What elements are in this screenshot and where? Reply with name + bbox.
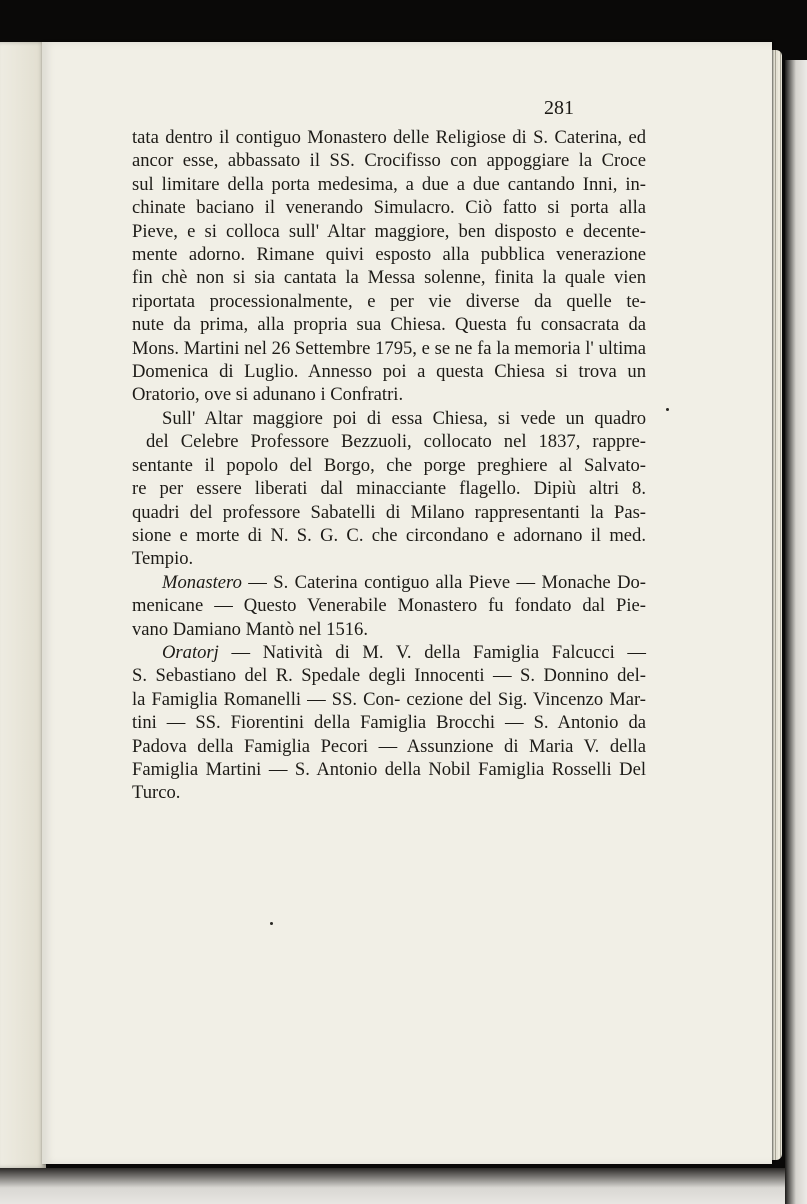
ink-speck [666,408,669,411]
text-run: — Natività di M. V. della Famiglia Falcucci — [231,641,646,663]
text-line: nute da prima, alla propria sua Chiesa. Questa fu consacrata da [132,314,646,336]
text-run: — S. Caterina contiguo alla Pieve — Monache Do- [248,571,646,593]
scanner-bed-bottom [0,1168,807,1204]
text-line: vano Damiano Mantò nel 1516. [132,618,368,640]
ink-speck [270,922,273,925]
text-line: Domenica di Luglio. Annesso poi a questa Chiesa si trova un [132,361,646,383]
text-line: del Celebre Professore Bezzuoli, collocato nel 1837, rappre- [146,431,646,453]
section-heading-oratorj: Oratorj [162,641,219,663]
page-number: 281 [544,97,574,119]
facing-page-edge [0,42,46,1168]
text-line-with-heading [132,571,646,594]
text-line: Oratorio, ove si adunano i Confratri. [132,384,404,406]
text-line: menicane — Questo Venerabile Monastero fu fondato dal Pie- [132,595,646,617]
text-line-with-heading [132,641,646,664]
text-line: Turco. [132,782,181,804]
text-line: tata dentro il contiguo Monastero delle Religiose di S. Caterina, ed [132,127,646,148]
text-line: Mons. Martini nel 26 Settembre 1795, e se ne fa la memoria l' ultima [132,337,646,359]
text-line: tini — SS. Fiorentini della Famiglia Brocchi — S. Antonio da [132,712,646,734]
text-line: Famiglia Martini — S. Antonio della Nobil Famiglia Rosselli Del [132,758,646,780]
text-line: la Famiglia Romanelli — SS. Con- cezione del Sig. Vincenzo Mar- [132,688,646,710]
text-line: Sull' Altar maggiore poi di essa Chiesa, si vede un quadro [162,407,646,429]
text-line: riportata processionalmente, e per vie diverse da quelle te- [132,290,646,312]
text-line: fin chè non si sia cantata la Messa solenne, finita la quale vien [132,267,646,289]
scanner-bed-right [785,60,807,1204]
text-line: mente adorno. Rimane quivi esposto alla pubblica venerazione [132,244,646,266]
text-line: sul limitare della porta medesima, a due a due cantando Inni, in- [132,173,646,195]
text-line: Tempio. [132,548,194,570]
section-heading-monastero: Monastero [162,571,242,593]
text-line: Padova della Famiglia Pecori — Assunzione di Maria V. della [132,735,646,757]
text-line: S. Sebastiano del R. Spedale degli Innocenti — S. Donnino del- [132,665,646,687]
text-line: Pieve, e si colloca sull' Altar maggiore, ben disposto e decente- [132,220,646,242]
text-line: ancor esse, abbassato il SS. Crocifisso con appoggiare la Croce [132,150,646,172]
text-line: re per essere liberati dal minacciante flagello. Dipiù altri 8. [132,478,646,500]
page-body [132,126,646,805]
text-line: sione e morte di N. S. G. C. che circondano e adornano il med. [132,524,646,546]
text-line: chinate baciano il venerando Simulacro. Ciò fatto si porta alla [132,197,646,219]
text-line: quadri del professore Sabatelli di Milano rappresentanti la Pas- [132,501,646,523]
text-line: sentante il popolo del Borgo, che porge preghiere al Salvato- [132,454,646,476]
